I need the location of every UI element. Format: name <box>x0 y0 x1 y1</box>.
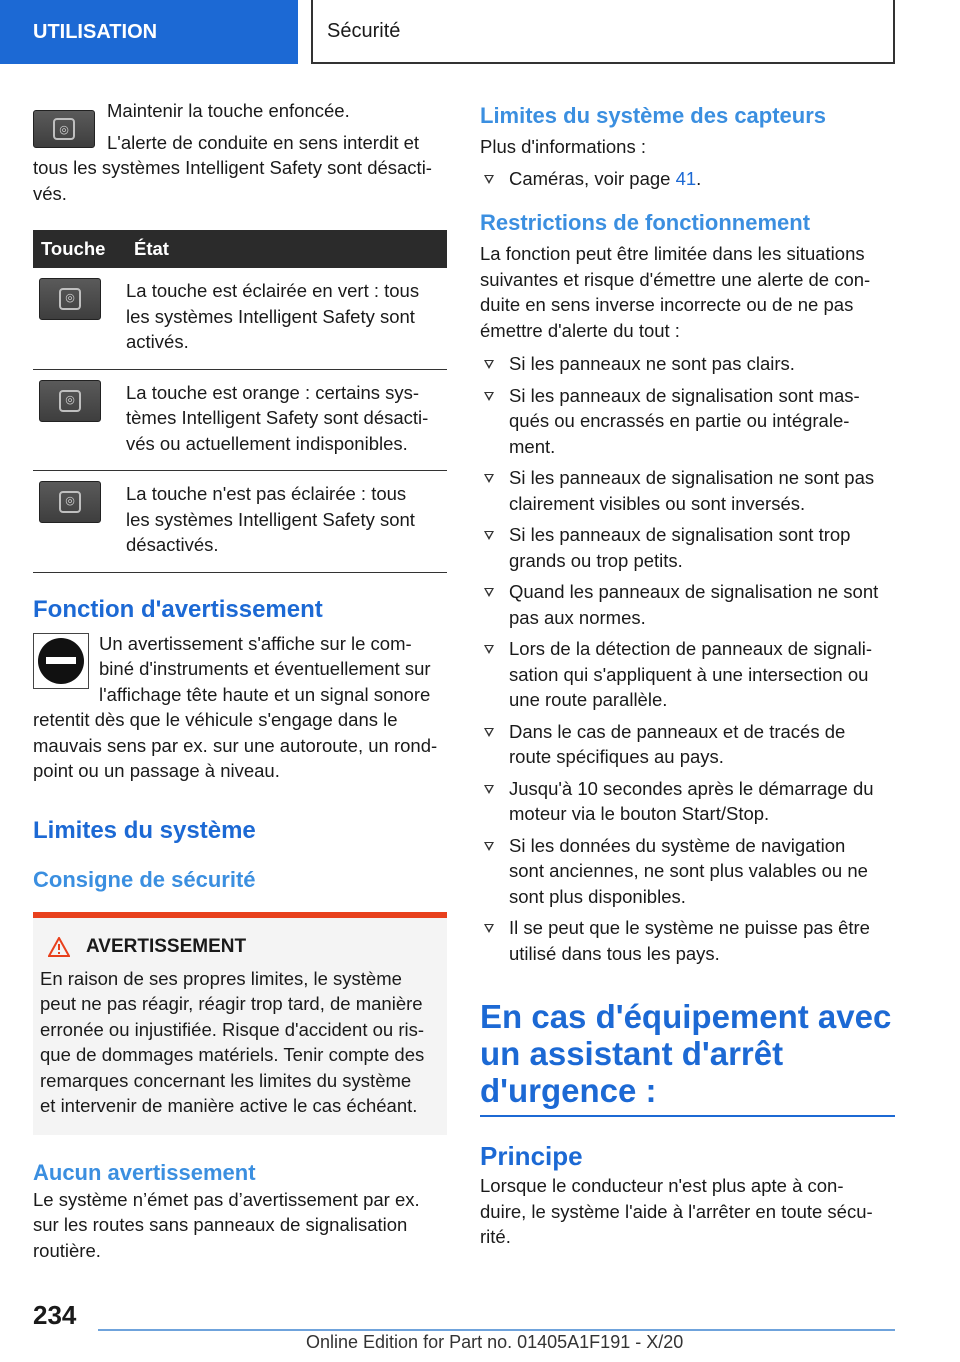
warning-text-line: Un avertissement s'affiche sur le com- <box>99 632 412 654</box>
warning-box-line: remarques concernant les limites du système <box>40 1069 412 1091</box>
safety-button-icon <box>33 110 95 148</box>
warning-function-text <box>33 631 447 784</box>
intro-block <box>33 98 447 210</box>
bullet-triangle-icon <box>484 392 494 401</box>
table-row <box>33 369 447 471</box>
title-underline <box>480 1115 895 1117</box>
warning-text-line: biné d'instruments et éventuellement sur <box>99 658 431 679</box>
sensor-limits-heading: Limites du système des capteurs <box>480 103 827 128</box>
principle-line: duire, le système l'aide à l'arrêter en toute sécu- <box>480 1200 873 1222</box>
restrictions-intro-line: duite en sens inverse incorrecte ou de ne pas <box>480 294 854 315</box>
list-item: Si les panneaux de signalisation sont trop grands ou trop petits. <box>480 522 895 573</box>
table-cell-line: tèmes Intelligent Safety sont désacti- <box>126 407 429 428</box>
footer-rule <box>98 1329 895 1331</box>
list-item: Lors de la détection de panneaux de signali- sation qui s'appliquent à une intersection ou une route parallèle. <box>480 636 895 713</box>
warning-box-line: peut ne pas réagir, réagir trop tard, de manière <box>40 993 423 1014</box>
safety-notice-heading: Consigne de sécurité <box>33 866 256 892</box>
sensor-list <box>480 166 895 192</box>
button-state-table <box>33 230 447 573</box>
no-entry-sign-icon <box>33 633 89 689</box>
intro-line-1: Maintenir la touche enfoncée. <box>107 100 350 121</box>
bullet-triangle-icon <box>484 175 494 184</box>
page-link[interactable]: 41 <box>675 167 697 189</box>
restrictions-list <box>480 351 895 966</box>
restrictions-intro-line: suivantes et risque d'émettre une alerte de con- <box>480 268 871 290</box>
restrictions-intro-line: La fonction peut être limitée dans les situations <box>480 243 865 264</box>
warning-box <box>33 912 447 1135</box>
button-symbol-icon: ◎ <box>53 118 75 140</box>
system-limits-heading: Limites du système <box>33 816 256 844</box>
section-tab <box>0 0 298 64</box>
list-item: Si les données du système de navigation sont anciennes, ne sont plus valables ou ne sont plus disponibles. <box>480 833 895 910</box>
section-title: UTILISATION <box>33 20 158 43</box>
bullet-triangle-icon <box>484 924 494 933</box>
list-item: Quand les panneaux de signalisation ne sont pas aux normes. <box>480 579 895 630</box>
emergency-title: En cas d'équipement avec un assistant d'arrêt d'urgence : <box>480 998 892 1109</box>
table-header-row <box>33 230 447 268</box>
page-number: 234 <box>33 1300 77 1330</box>
table-row <box>33 268 447 369</box>
intro-line-2c: vés. <box>33 182 67 204</box>
table-header-key: Touche <box>33 230 126 268</box>
safety-button-green-icon: ◎ <box>39 278 101 320</box>
table-row <box>33 471 447 573</box>
topic-tab <box>311 0 895 64</box>
bullet-triangle-icon <box>484 474 494 483</box>
warning-box-line: erronée ou injustifiée. Risque d'accident ou ris- <box>40 1018 425 1040</box>
intro-line-2b: tous les systèmes Intelligent Safety sont désacti- <box>33 157 432 178</box>
bullet-triangle-icon <box>484 360 494 369</box>
intro-line-2a: L'alerte de conduite en sens interdit et <box>107 131 420 153</box>
list-item: Dans le cas de panneaux et de tracés de route spécifiques au pays. <box>480 719 895 770</box>
warning-box-line: que de dommages matériels. Tenir compte des <box>40 1044 425 1065</box>
list-item: Caméras, voir page 41. <box>480 166 895 192</box>
warning-text-line: retentit dès que le véhicule s'engage dans le <box>33 709 398 730</box>
table-cell-line: La touche n'est pas éclairée : tous <box>126 483 407 504</box>
table-cell-line: La touche est éclairée en vert : tous <box>126 280 420 301</box>
table-cell-line: les systèmes Intelligent Safety sont <box>126 305 415 327</box>
warning-title: AVERTISSEMENT <box>86 935 247 957</box>
table-cell-line: activés. <box>126 331 189 352</box>
restrictions-intro-line: émettre d'alerte du tout : <box>480 319 680 341</box>
bullet-triangle-icon <box>484 531 494 540</box>
warning-box-line: En raison de ses propres limites, le système <box>40 967 402 989</box>
no-warning-line: routière. <box>33 1239 101 1261</box>
warning-text-line: point ou un passage à niveau. <box>33 760 280 781</box>
table-cell-line: La touche est orange : certains sys- <box>126 381 420 403</box>
table-header-state: État <box>126 230 447 268</box>
topic-title: Sécurité <box>327 19 401 42</box>
list-item: Si les panneaux ne sont pas clairs. <box>480 351 895 377</box>
no-warning-heading: Aucun avertissement <box>33 1159 256 1185</box>
list-item: Jusqu'à 10 secondes après le démarrage du moteur via le bouton Start/Stop. <box>480 776 895 827</box>
table-cell-line: les systèmes Intelligent Safety sont <box>126 508 415 530</box>
warning-text-line: l'affichage tête haute et un signal sonore <box>99 683 431 705</box>
no-warning-line: Le système n’émet pas d’avertissement par ex. <box>33 1188 420 1210</box>
no-warning-line: sur les routes sans panneaux de signalisation <box>33 1214 408 1235</box>
restrictions-heading: Restrictions de fonctionnement <box>480 210 811 235</box>
warning-text-line: mauvais sens par ex. sur une autoroute, un rond- <box>33 734 438 756</box>
right-column <box>480 98 895 1250</box>
warning-triangle-icon <box>48 937 70 957</box>
more-info-label: Plus d'informations : <box>480 136 646 157</box>
bullet-triangle-icon <box>484 588 494 597</box>
list-item: Il se peut que le système ne puisse pas être utilisé dans tous les pays. <box>480 915 895 966</box>
safety-button-off-icon: ◎ <box>39 481 101 523</box>
warning-box-line: et intervenir de manière active le cas échéant. <box>40 1095 418 1116</box>
bullet-triangle-icon <box>484 645 494 654</box>
safety-button-orange-icon: ◎ <box>39 380 101 422</box>
bullet-triangle-icon <box>484 728 494 737</box>
edition-text: Online Edition for Part no. 01405A1F191 - X/20 <box>306 1332 684 1352</box>
warning-function-heading: Fonction d'avertissement <box>33 595 323 623</box>
list-item: Si les panneaux de signalisation ne sont pas clairement visibles ou sont inversés. <box>480 465 895 516</box>
principle-line: rité. <box>480 1226 511 1247</box>
principle-line: Lorsque le conducteur n'est plus apte à con- <box>480 1175 844 1196</box>
bullet-triangle-icon <box>484 842 494 851</box>
table-cell-line: vés ou actuellement indisponibles. <box>126 432 408 454</box>
principle-heading: Principe <box>480 1141 583 1171</box>
table-cell-line: désactivés. <box>126 534 219 555</box>
bullet-triangle-icon <box>484 785 494 794</box>
list-item: Si les panneaux de signalisation sont mas- qués ou encrassés en partie ou intégrale- ment. <box>480 383 895 460</box>
left-column <box>33 98 447 1263</box>
